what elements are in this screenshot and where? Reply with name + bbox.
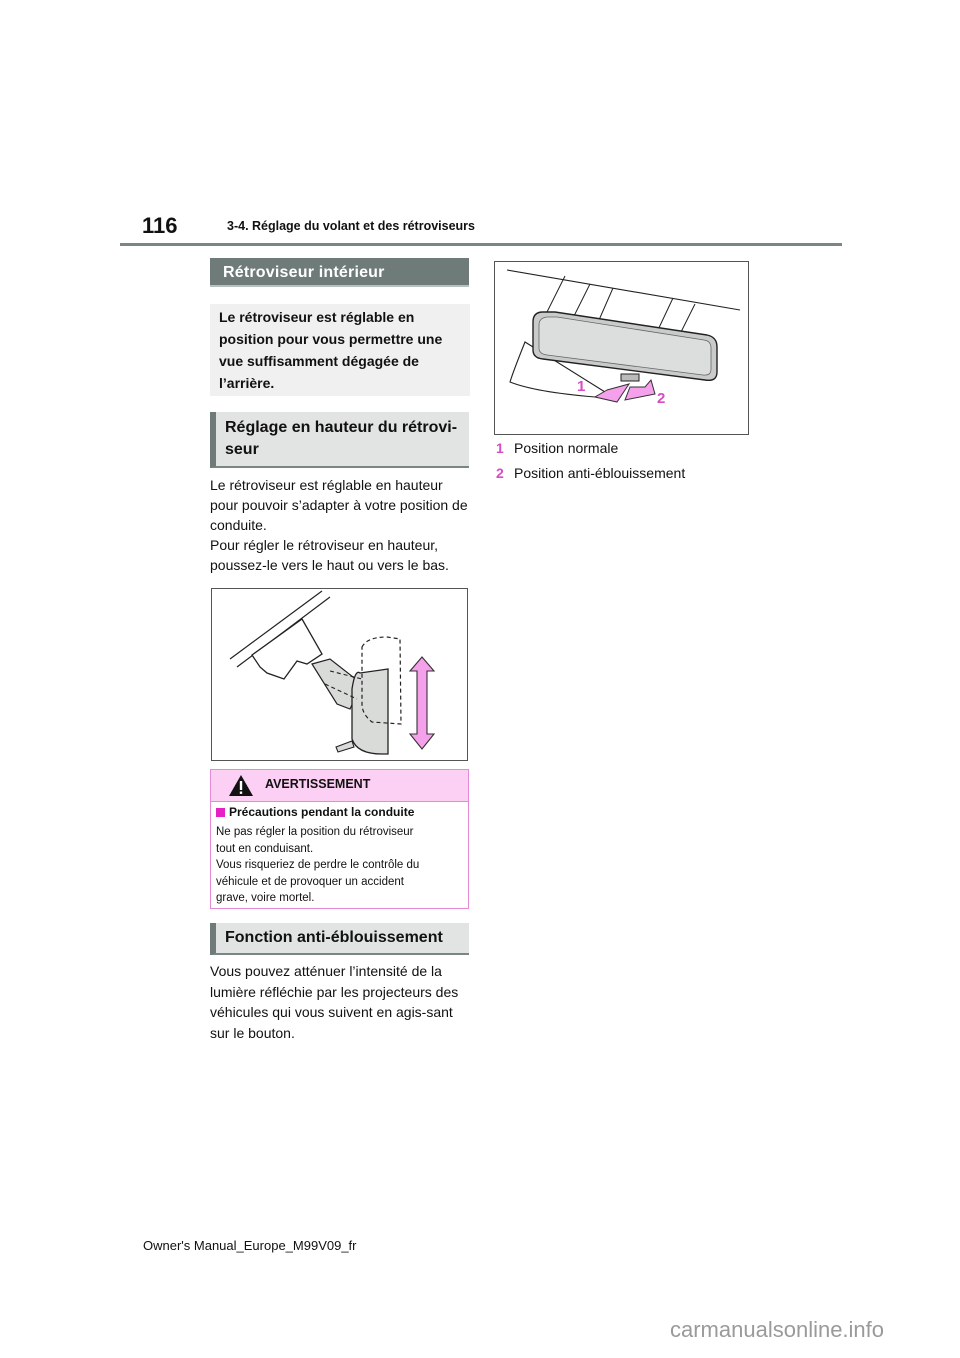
page-number: 116 (142, 213, 178, 238)
figure-label-2: 2 (657, 390, 666, 407)
chapter-title: 3-4. Réglage du volant et des rétroviseurs (227, 219, 475, 233)
warning-header (211, 770, 468, 802)
warning-line: Vous risqueriez de perdre le contrôle du (216, 859, 420, 871)
warning-text (216, 824, 466, 907)
square-bullet-icon (216, 808, 225, 817)
intro-box (210, 304, 470, 396)
warning-line: grave, voire mortel. (216, 892, 315, 904)
subheading-line: seur (225, 441, 259, 458)
mirror-height-illustration (212, 589, 467, 760)
paragraph-anti-glare: Vous pouvez atténuer l’intensité de la lumière réfléchie par les projecteurs des véhicules qui vous suivent en agis-sant sur le bouton. (210, 963, 459, 1041)
anti-glare-illustration (495, 262, 748, 434)
warning-line: Ne pas régler la position du rétroviseur (216, 826, 414, 838)
legend-label: Position anti-éblouissement (514, 465, 686, 481)
legend-item-2 (496, 465, 685, 481)
figure-label-1: 1 (577, 378, 586, 395)
warning-triangle-icon (228, 774, 254, 797)
warning-subheading-text: Précautions pendant la conduite (229, 805, 415, 819)
watermark: carmanualsonline.info (670, 1317, 885, 1342)
intro-line: l’arrière. (219, 375, 275, 391)
warning-box (210, 769, 469, 909)
subheading-height-adjust (210, 412, 469, 468)
footer-manual-id: Owner's Manual_Europe_M99V09_fr (143, 1238, 357, 1253)
legend-number: 1 (496, 440, 504, 456)
warning-subheading (216, 805, 414, 819)
subheading-line: Réglage en hauteur du rétrovi- (225, 419, 458, 436)
intro-line: vue suffisamment dégagée de (219, 353, 419, 369)
subheading-anti-glare: Fonction anti-éblouissement (210, 923, 469, 955)
warning-title: AVERTISSEMENT (265, 777, 371, 791)
legend-number: 2 (496, 465, 504, 481)
warning-line: véhicule et de provoquer un accident (216, 875, 404, 888)
mirror-height-figure (211, 588, 468, 761)
section-title: Rétroviseur intérieur (210, 258, 469, 287)
intro-line: Le rétroviseur est réglable en (219, 309, 415, 325)
header-divider (120, 243, 842, 246)
paragraph-height-1: Le rétroviseur est réglable en hauteur pour pouvoir s’adapter à votre position de conduite. (210, 477, 468, 533)
paragraph-height-2: Pour régler le rétroviseur en hauteur, poussez-le vers le haut ou vers le bas. (210, 537, 449, 573)
warning-line: tout en conduisant. (216, 842, 314, 855)
intro-line: position pour vous permettre une (219, 331, 443, 347)
anti-glare-figure (494, 261, 749, 435)
legend-label: Position normale (514, 440, 619, 456)
legend-item-1 (496, 440, 618, 456)
